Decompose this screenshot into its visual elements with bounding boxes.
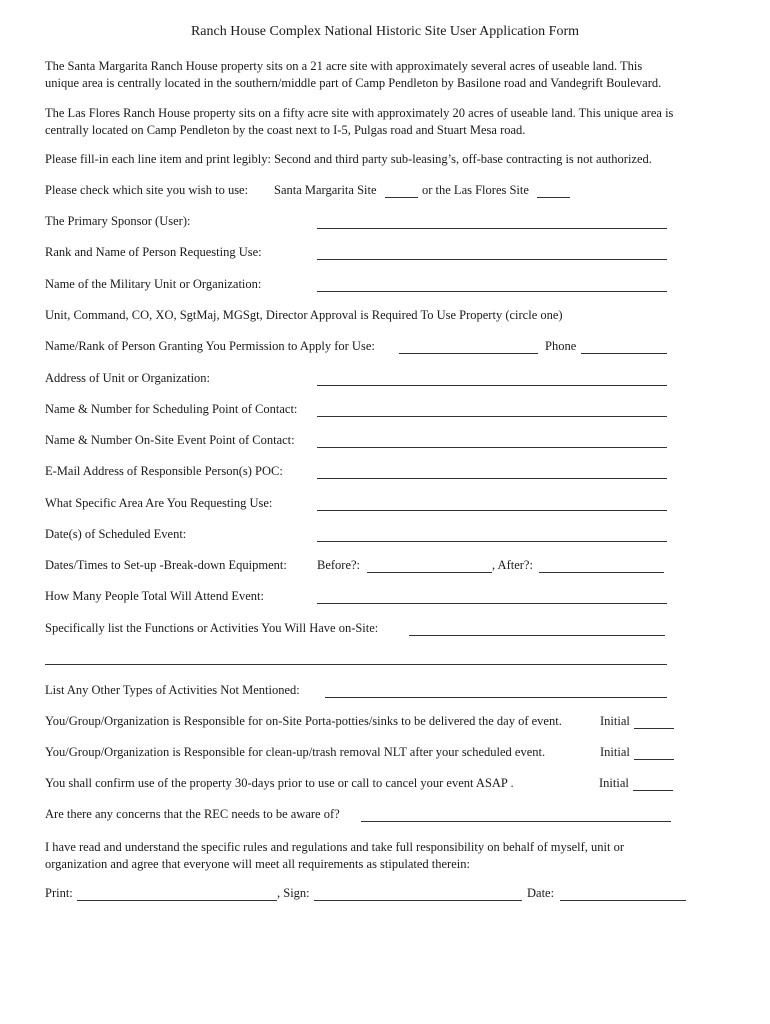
- cleanup-text: You/Group/Organization is Responsible for clean-up/trash removal NLT after your scheduled event.: [45, 745, 546, 759]
- scheduling-poc-row: [45, 402, 725, 420]
- address-label: Address of Unit or Organization:: [45, 371, 211, 385]
- primary-sponsor-row: [45, 214, 725, 232]
- address-field[interactable]: [317, 371, 667, 386]
- date-field[interactable]: [560, 886, 686, 901]
- instructions-text: [45, 152, 725, 170]
- functions-label: Specifically list the Functions or Activities You Will Have on-Site:: [45, 621, 379, 635]
- site-choice-label: Please check which site you wish to use:: [45, 183, 249, 197]
- paragraph-line: centrally located on Camp Pendleton by the coast next to I-5, Pulgas road and Stuart Mesa road.: [45, 122, 526, 137]
- other-activities-label: List Any Other Types of Activities Not Mentioned:: [45, 683, 300, 697]
- attendance-field[interactable]: [317, 589, 667, 604]
- primary-sponsor-label: The Primary Sponsor (User):: [45, 214, 191, 228]
- cleanup-row: [45, 745, 725, 763]
- site-choice-row: [45, 183, 725, 201]
- approval-note-text: Unit, Command, CO, XO, SgtMaj, MGSgt, Director Approval is Required To Use Property (circle one): [45, 308, 563, 322]
- initial-label: Initial: [600, 745, 630, 759]
- initial-label: Initial: [600, 714, 630, 728]
- signature-row: [45, 886, 725, 904]
- paragraph-line: The Santa Margarita Ranch House property sits on a 21 acre site with approximately several acres of useable land. This: [45, 59, 643, 73]
- porta-potties-text: You/Group/Organization is Responsible for on-Site Porta-potties/sinks to be delivered the day of event.: [45, 714, 562, 728]
- onsite-poc-label: Name & Number On-Site Event Point of Contact:: [45, 433, 295, 447]
- functions-continuation-row: [45, 650, 725, 668]
- signature-field[interactable]: [314, 886, 522, 901]
- paragraph-line: unique area is centrally located in the southern/middle part of Camp Pendleton by Basilone road and Vandegrift Boulevard.: [45, 75, 662, 90]
- military-unit-label: Name of the Military Unit or Organization:: [45, 277, 262, 291]
- functions-row: [45, 621, 725, 639]
- concerns-row: [45, 807, 725, 825]
- rank-name-row: [45, 245, 725, 263]
- confirm-row: [45, 776, 725, 794]
- concerns-field[interactable]: [361, 807, 671, 822]
- porta-potties-initial-field[interactable]: [634, 714, 674, 729]
- las-flores-check-field[interactable]: [537, 183, 570, 198]
- porta-potties-row: [45, 714, 725, 732]
- functions-continuation-field[interactable]: [45, 650, 667, 665]
- onsite-poc-field[interactable]: [317, 433, 667, 448]
- scheduling-poc-label: Name & Number for Scheduling Point of Contact:: [45, 402, 298, 416]
- santa-margarita-option-label: Santa Margarita Site: [274, 183, 377, 197]
- print-name-field[interactable]: [77, 886, 277, 901]
- event-dates-row: [45, 527, 725, 545]
- email-row: [45, 464, 725, 482]
- scheduling-poc-field[interactable]: [317, 402, 667, 417]
- confirm-text: You shall confirm use of the property 30-days prior to use or call to cancel your event ASAP .: [45, 776, 514, 790]
- granting-person-row: [45, 339, 725, 357]
- phone-field[interactable]: [581, 339, 667, 354]
- after-field[interactable]: [539, 558, 664, 573]
- onsite-poc-row: [45, 433, 725, 451]
- granting-person-label: Name/Rank of Person Granting You Permission to Apply for Use:: [45, 339, 375, 353]
- granting-person-field[interactable]: [399, 339, 538, 354]
- address-row: [45, 371, 725, 389]
- paragraph-line: The Las Flores Ranch House property sits on a fifty acre site with approximately 20 acres of useable land. This unique area is: [45, 106, 674, 120]
- santa-margarita-check-field[interactable]: [385, 183, 418, 198]
- military-unit-row: [45, 277, 725, 295]
- other-activities-field[interactable]: [325, 683, 667, 698]
- setup-times-row: [45, 558, 725, 576]
- agreement-paragraph: [45, 839, 735, 872]
- before-label: Before?:: [317, 558, 361, 572]
- sign-label: , Sign:: [277, 886, 310, 900]
- date-label: Date:: [527, 886, 555, 900]
- specific-area-label: What Specific Area Are You Requesting Use:: [45, 496, 273, 510]
- email-label: E-Mail Address of Responsible Person(s) POC:: [45, 464, 283, 478]
- confirm-initial-field[interactable]: [633, 776, 673, 791]
- rank-name-label: Rank and Name of Person Requesting Use:: [45, 245, 262, 259]
- primary-sponsor-field[interactable]: [317, 214, 667, 229]
- functions-field[interactable]: [409, 621, 665, 636]
- other-activities-row: [45, 683, 725, 701]
- concerns-label: Are there any concerns that the REC needs to be aware of?: [45, 807, 340, 821]
- agreement-line: organization and agree that everyone will meet all requirements as stipulated therein:: [45, 856, 470, 871]
- rank-name-field[interactable]: [317, 245, 667, 260]
- event-dates-label: Date(s) of Scheduled Event:: [45, 527, 187, 541]
- agreement-line: I have read and understand the specific rules and regulations and take full responsibility on behalf of myself, unit or: [45, 840, 624, 854]
- after-label: , After?:: [492, 558, 533, 572]
- email-field[interactable]: [317, 464, 667, 479]
- military-unit-field[interactable]: [317, 277, 667, 292]
- las-flores-option-label: or the Las Flores Site: [422, 183, 529, 197]
- intro-paragraph-las-flores: [45, 105, 735, 138]
- specific-area-row: [45, 496, 725, 514]
- form-title: Ranch House Complex National Historic Site User Application Form: [190, 24, 580, 39]
- phone-label: Phone: [545, 339, 577, 353]
- attendance-row: [45, 589, 725, 607]
- intro-paragraph-santa-margarita: [45, 58, 725, 91]
- cleanup-initial-field[interactable]: [634, 745, 674, 760]
- approval-note-row: [45, 308, 725, 326]
- specific-area-field[interactable]: [317, 496, 667, 511]
- attendance-label: How Many People Total Will Attend Event:: [45, 589, 264, 603]
- setup-times-label: Dates/Times to Set-up -Break-down Equipment:: [45, 558, 287, 572]
- instructions-label: Please fill-in each line item and print legibly: Second and third party sub-leasing’s, off-base contracting is not authorized.: [45, 152, 652, 166]
- initial-label: Initial: [599, 776, 629, 790]
- before-field[interactable]: [367, 558, 492, 573]
- event-dates-field[interactable]: [317, 527, 667, 542]
- print-label: Print:: [45, 886, 73, 900]
